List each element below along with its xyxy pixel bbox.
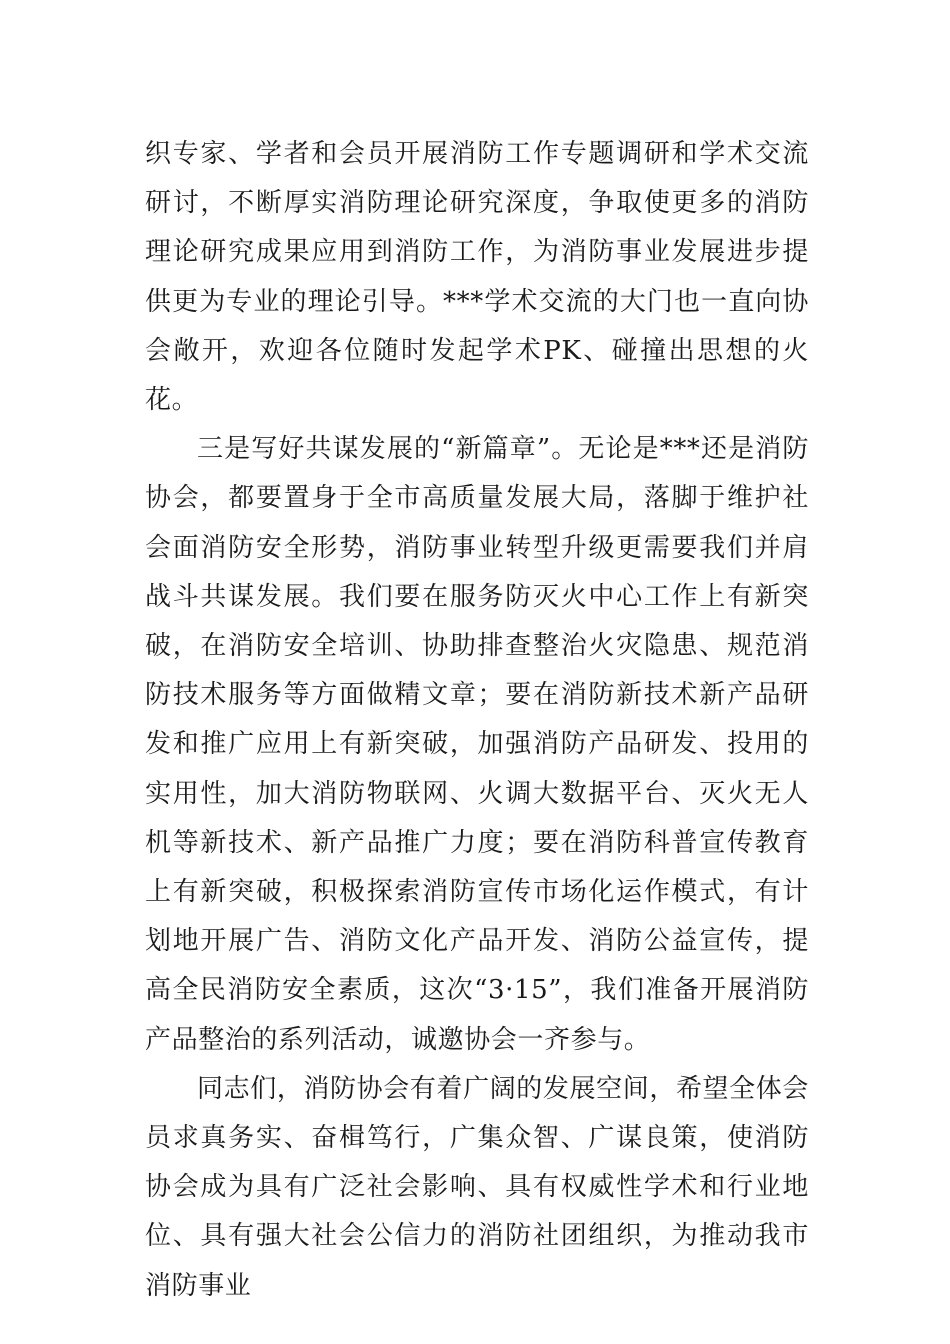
paragraph-new-chapter: 三是写好共谋发展的“新篇章”。无论是***还是消防协会，都要置身于全市高质量发展大局，落脚于维护社会面消防安全形势，消防事业转型升级更需要我们并肩战斗共谋发展。我们要在服务防灭火中心工作上有新突破，在消防安全培训、协助排查整治火灾隐患、规范消防技术服务等方面做精文章；要在消防新技术新产品研发和推广应用上有新突破，加强消防产品研发、投用的实用性，加大消防物联网、火调大数据平台、灭火无人机等新技术、新产品推广力度；要在消防科普宣传教育上有新突破，积极探索消防宣传市场化运作模式，有计划地开展广告、消防文化产品开发、消防公益宣传，提高全民消防安全素质，这次“3·15”，我们准备开展消防产品整治的系列活动，诚邀协会一齐参与。 <box>145 434 809 1055</box>
paragraph-continuation: 织专家、学者和会员开展消防工作专题调研和学术交流研讨，不断厚实消防理论研究深度，争取使更多的消防理论研究成果应用到消防工作，为消防事业发展进步提供更为专业的理论引导。***学术交流的大门也一直向协会敞开，欢迎各位随时发起学术PK、碰撞出思想的火花。 <box>145 139 809 416</box>
paragraph-closing: 同志们，消防协会有着广阔的发展空间，希望全体会员求真务实、奋楫笃行，广集众智、广谋良策，使消防协会成为具有广泛社会影响、具有权威性学术和行业地位、具有强大社会公信力的消防社团组织，为推动我市消防事业 <box>145 1073 809 1301</box>
document-page <box>145 130 809 1311</box>
